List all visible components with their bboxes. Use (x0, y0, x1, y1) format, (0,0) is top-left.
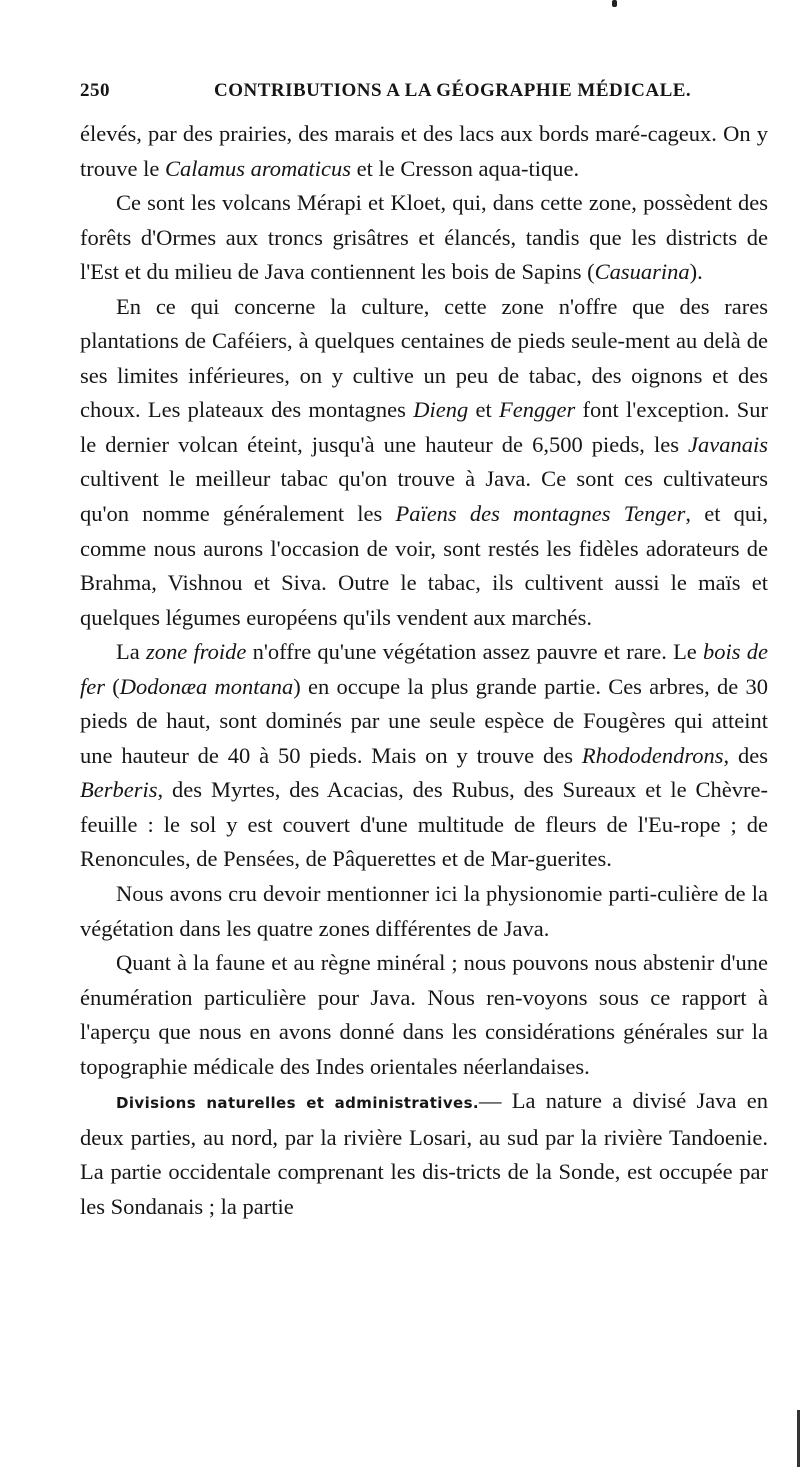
italic-taxon: Rhododendrons (581, 742, 724, 768)
italic-term: Javanais (688, 431, 768, 457)
paragraph-7 (80, 1084, 768, 1224)
paragraph-2 (80, 186, 768, 290)
italic-term: Dieng (413, 397, 469, 423)
italic-taxon: Calamus aromaticus (164, 155, 352, 181)
text-run: , et qui, comme nous aurons l'occasion de voir, sont restés les fidèles adorateurs de Brahma, Vishnou et Siva. Outre le tabac, ils cultivent aussi le maïs et quelques légumes européens qu'ils vendent aux marchés. (80, 501, 769, 630)
running-title: CONTRIBUTIONS A LA GÉOGRAPHIE MÉDICALE. (214, 80, 692, 101)
page-number: 250 (80, 80, 110, 101)
text-run: Ce sont les volcans Mérapi et Kloet, qui, dans cette zone, possèdent des forêts d'Ormes aux troncs grisâtres et élancés, tandis que les districts de l'Est et du milieu de Java contiennent les bois de Sapins ( (80, 190, 768, 285)
text-run: La nature a divisé Java en deux parties, au nord, par la rivière Losari, au sud par la rivière Tandoenie. La partie occidentale comprenant les dis-tricts de la Sonde, est occupée par les Sondanais ; la partie (80, 1088, 768, 1219)
italic-taxon: Berberis (80, 777, 158, 803)
text-run: et le Cresson aqua-tique. (351, 155, 580, 181)
em-dash: — (479, 1088, 512, 1114)
italic-term: Païens des montagnes Tenger (395, 501, 686, 527)
italic-taxon: Casuarina (594, 259, 690, 285)
paragraph-6: Quant à la faune et au règne minéral ; nous pouvons nous abstenir d'une énumération particulière pour Java. Nous ren-voyons sous ce rapport à l'aperçu que nous en avons donné dans les considérations générales sur la topographie médicale des Indes orientales néerlandaises. (80, 950, 768, 1079)
text-run: élevés, par des prairies, des marais et des lacs aux bords maré-cageux. On y trouve le (80, 121, 768, 181)
section-heading: Divisions naturelles et administratives. (116, 1094, 479, 1113)
text-run: ) en occupe la plus grande partie. Ces arbres, de 30 pieds de haut, sont dominés par une seule espèce de Fougères qui atteint une hauteur de 40 à 50 pieds. Mais on y trouve des (80, 673, 768, 768)
paragraph-4 (80, 635, 768, 877)
italic-term: zone froide (145, 639, 247, 665)
italic-taxon: Dodonæa montana (119, 673, 294, 699)
text-body (80, 117, 768, 1225)
text-run: n'offre qu'une végétation assez pauvre et rare. Le (246, 639, 704, 665)
paragraph-5: Nous avons cru devoir mentionner ici la physionomie parti-culière de la végétation dans les quatre zones différentes de Java. (80, 881, 768, 941)
text-run: ( (105, 673, 120, 699)
paragraph-3 (80, 290, 768, 635)
text-run: font l'exception. Sur le dernier volcan éteint, jusqu'à une hauteur de 6,500 pieds, les (80, 397, 768, 457)
text-run: ). (689, 259, 703, 285)
text-run: , des Myrtes, des Acacias, des Rubus, des Sureaux et le Chèvre-feuille : le sol y est couvert d'une multitude de fleurs de l'Eu-rope ; de Renoncules, de Pensées, de Pâquerettes et de Mar-guerites. (80, 777, 768, 872)
text-run: La (116, 639, 146, 665)
ink-mark (612, 0, 617, 7)
italic-term: Fengger (499, 397, 576, 423)
text-run: et (468, 397, 500, 423)
text-run: cultivent le meilleur tabac qu'on trouve à Java. Ce sont ces cultivateurs qu'on nomme généralement les (80, 466, 768, 527)
paragraph-1 (80, 117, 768, 186)
text-run: , des (723, 742, 768, 768)
italic-term: bois de fer (80, 639, 769, 699)
text-run: En ce qui concerne la culture, cette zone n'offre que des rares plantations de Caféiers, à quelques centaines de pieds seule-ment au delà de ses limites inférieures, on y cultive un peu de tabac, des oignons et des choux. Les plateaux des montagnes (80, 293, 768, 423)
